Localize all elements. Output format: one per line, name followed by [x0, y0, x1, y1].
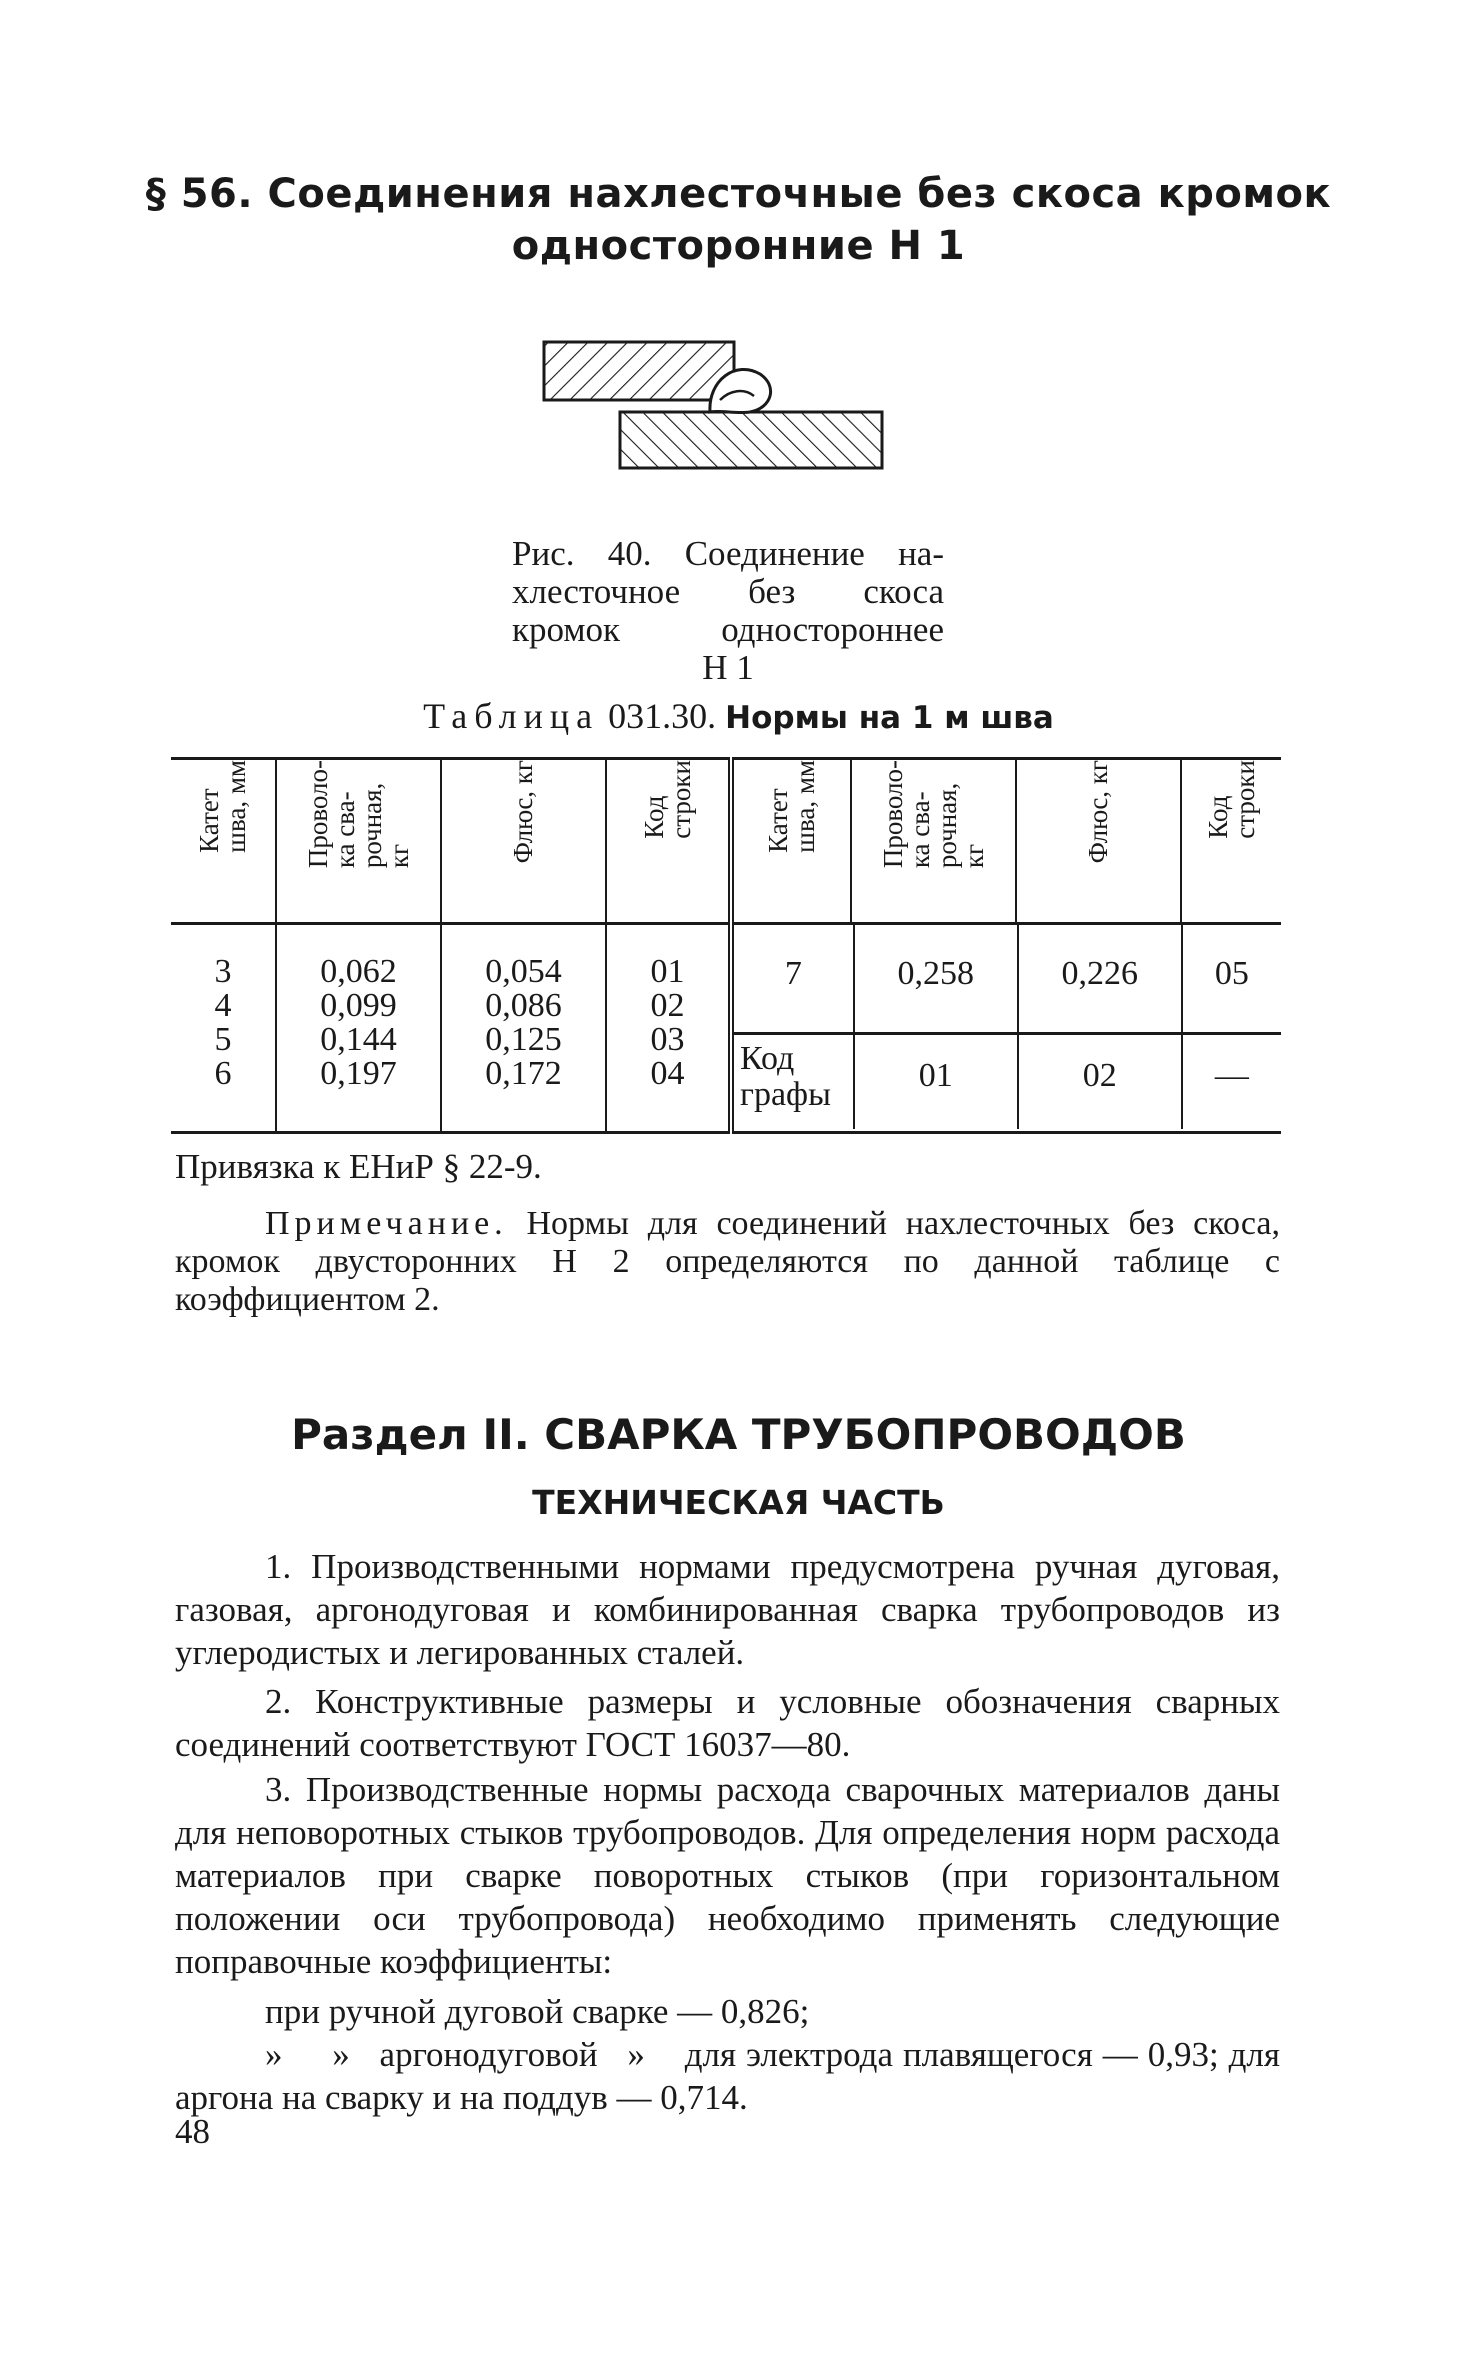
table-title	[0, 695, 1477, 737]
right-flux: 0,226	[1018, 925, 1182, 1033]
kod-grafy-2: 02	[1018, 1033, 1182, 1129]
part-subtitle: ТЕХНИЧЕСКАЯ ЧАСТЬ	[532, 1483, 945, 1522]
note-text: Нормы для соединений нахлесточных без скоса, кромок двусторонних Н 2 определяются по данной таблице с коэффициентом 2.	[175, 1205, 1280, 1318]
lower-plate	[620, 412, 882, 468]
note	[175, 1205, 1280, 1319]
caption-line-2: хлесточное без скоса	[512, 572, 944, 611]
flux-cell: 0,054 0,086 0,125 0,172	[441, 924, 606, 1133]
table-header-row	[171, 759, 1281, 924]
header-wire-2: Проволо- ка сва- рочная, кг	[851, 759, 1016, 924]
note-label: Примечание.	[265, 1205, 508, 1242]
katet-cell: 3 4 5 6	[171, 924, 276, 1133]
upper-plate	[544, 342, 734, 400]
code-cell: 01 02 03 04	[606, 924, 731, 1133]
kod-grafy-1: 01	[854, 1033, 1018, 1129]
table-title-number: 031.30.	[608, 696, 717, 736]
caption-line-3: кромок одностороннее	[512, 610, 944, 649]
header-katet: Катет шва, мм	[171, 759, 276, 924]
binding-line: Привязка к ЕНиР § 22-9.	[175, 1147, 542, 1186]
part-title: Раздел II. СВАРКА ТРУБОПРОВОДОВ	[291, 1410, 1186, 1459]
right-code: 05	[1182, 925, 1281, 1033]
paragraph-3: 3. Производственные нормы расхода сварочных материалов даны для неповоротных стыков трубопроводов. Для определения норм расхода материалов при сварке поворотных стыков (при горизонтальном положении оси трубопровода) необходимо применять следующие поправочные коэффициенты:	[175, 1770, 1280, 1981]
coefficient-line-1: при ручной дуговой сварке — 0,826;	[265, 1992, 810, 2031]
table-body-row	[171, 924, 1281, 1133]
norms-table	[171, 757, 1281, 1134]
header-flux: Флюс, кг	[441, 759, 606, 924]
kod-grafy-3: —	[1182, 1033, 1281, 1129]
coefficient-line-2: » » аргонодуговой » для электрода плавящегося — 0,93; для аргона на сварку и на поддув — 0,714.	[175, 2035, 1289, 2117]
right-wire: 0,258	[854, 925, 1018, 1033]
caption-line-4: Н 1	[702, 648, 754, 687]
header-code: Код строки	[606, 759, 731, 924]
wire-cell: 0,062 0,099 0,144 0,197	[276, 924, 441, 1133]
caption-line-1: Рис. 40. Соединение на-	[512, 534, 944, 573]
section-title-line-2: односторонние Н 1	[511, 223, 966, 269]
kod-grafy-label: Код графы	[734, 1033, 854, 1129]
lap-joint-figure	[540, 330, 900, 480]
paragraph-1: 1. Производственными нормами предусмотрена ручная дуговая, газовая, аргонодуговая и комбинированная сварка трубопроводов из углеродистых и легированных сталей.	[175, 1547, 1280, 1672]
table-title-bold: Нормы на 1 м шва	[725, 700, 1054, 736]
paragraph-2: 2. Конструктивные размеры и условные обозначения сварных соединений соответствуют ГОСТ 16037—80.	[175, 1682, 1280, 1764]
right-katet: 7	[734, 925, 854, 1033]
table-title-label: Таблица	[423, 696, 600, 736]
page-number: 48	[175, 2112, 210, 2151]
header-flux-2: Флюс, кг	[1016, 759, 1181, 924]
section-title-line-1: § 56. Соединения нахлесточные без скоса кромок	[145, 171, 1332, 217]
header-code-2: Код строки	[1181, 759, 1281, 924]
figure-caption	[512, 535, 944, 687]
right-block	[731, 924, 1281, 1133]
header-wire: Проволо- ка сва- рочная, кг	[276, 759, 441, 924]
header-katet-2: Катет шва, мм	[731, 759, 851, 924]
section-title	[0, 168, 1477, 272]
